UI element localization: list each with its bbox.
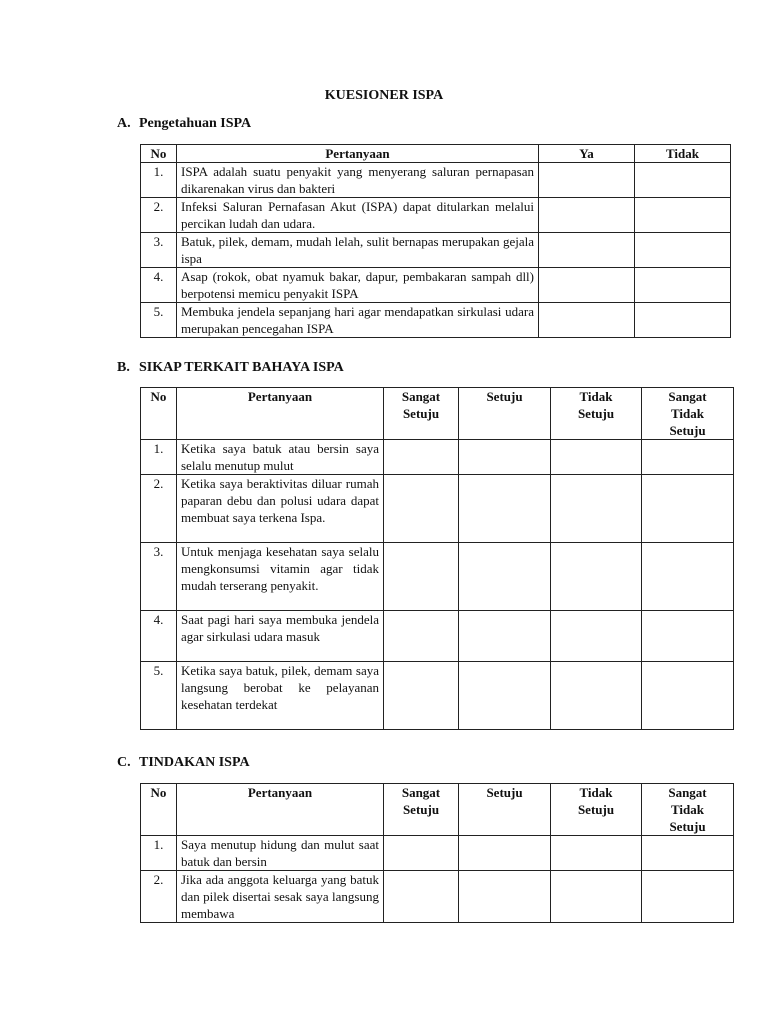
section-b-title: SIKAP TERKAIT BAHAYA ISPA [139,360,344,375]
question-text: Jika ada anggota keluarga yang batuk dan pilek disertai sesak saya langsung membawa [177,871,384,923]
answer-cell-ya[interactable] [539,303,635,338]
table-row [141,611,734,662]
answer-cell-setuju[interactable] [459,836,551,871]
section-a-letter: A. [117,116,131,131]
answer-cell-sangat-tidak-setuju[interactable] [642,440,734,475]
header-setuju: Setuju [459,388,551,440]
table-row [141,233,731,268]
table-row [141,871,734,923]
answer-cell-sangat-setuju[interactable] [384,836,459,871]
answer-cell-sangat-setuju[interactable] [384,611,459,662]
action-table [140,783,734,923]
table-header-row [141,388,734,440]
table-row [141,163,731,198]
header-ya: Ya [539,145,635,163]
header-question: Pertanyaan [177,388,384,440]
table-header-row [141,145,731,163]
answer-cell-tidak-setuju[interactable] [551,440,642,475]
answer-cell-sangat-tidak-setuju[interactable] [642,836,734,871]
question-text: ISPA adalah suatu penyakit yang menyerang saluran pernapasan dikarenakan virus dan bakteri [177,163,539,198]
answer-cell-setuju[interactable] [459,611,551,662]
header-sangat-setuju: Sangat Setuju [384,388,459,440]
knowledge-table [140,144,731,338]
header-no: No [141,145,177,163]
answer-cell-ya[interactable] [539,198,635,233]
answer-cell-tidak[interactable] [635,303,731,338]
answer-cell-ya[interactable] [539,163,635,198]
answer-cell-tidak[interactable] [635,163,731,198]
question-text: Saat pagi hari saya membuka jendela agar sirkulasi udara masuk [177,611,384,662]
answer-cell-sangat-setuju[interactable] [384,543,459,611]
section-c-letter: C. [117,755,131,770]
answer-cell-sangat-tidak-setuju[interactable] [642,662,734,730]
question-text: Ketika saya beraktivitas diluar rumah paparan debu dan polusi udara dapat membuat saya terkena Ispa. [177,475,384,543]
answer-cell-sangat-tidak-setuju[interactable] [642,543,734,611]
row-number: 1. [141,163,177,198]
question-text: Saya menutup hidung dan mulut saat batuk dan bersin [177,836,384,871]
answer-cell-sangat-setuju[interactable] [384,475,459,543]
answer-cell-tidak-setuju[interactable] [551,836,642,871]
table-row [141,475,734,543]
table-row [141,662,734,730]
table-row [141,268,731,303]
section-a-heading [117,116,251,132]
row-number: 1. [141,836,177,871]
section-a-title: Pengetahuan ISPA [139,116,252,131]
table-row [141,836,734,871]
table-row [141,543,734,611]
answer-cell-tidak[interactable] [635,198,731,233]
table-row [141,198,731,233]
answer-cell-setuju[interactable] [459,543,551,611]
answer-cell-ya[interactable] [539,233,635,268]
row-number: 3. [141,233,177,268]
question-text: Untuk menjaga kesehatan saya selalu mengkonsumsi vitamin agar tidak mudah terserang penyakit. [177,543,384,611]
row-number: 2. [141,198,177,233]
header-tidak: Tidak [635,145,731,163]
answer-cell-tidak-setuju[interactable] [551,543,642,611]
answer-cell-setuju[interactable] [459,871,551,923]
answer-cell-tidak-setuju[interactable] [551,611,642,662]
answer-cell-tidak-setuju[interactable] [551,475,642,543]
attitude-table [140,387,734,730]
row-number: 2. [141,871,177,923]
table-row [141,440,734,475]
question-text: Batuk, pilek, demam, mudah lelah, sulit bernapas merupakan gejala ispa [177,233,539,268]
section-c-title: TINDAKAN ISPA [139,755,250,770]
question-text: Ketika saya batuk atau bersin saya selalu menutup mulut [177,440,384,475]
answer-cell-sangat-tidak-setuju[interactable] [642,871,734,923]
answer-cell-setuju[interactable] [459,440,551,475]
header-setuju: Setuju [459,784,551,836]
header-question: Pertanyaan [177,784,384,836]
question-text: Ketika saya batuk, pilek, demam saya langsung berobat ke pelayanan kesehatan terdekat [177,662,384,730]
table-header-row [141,784,734,836]
answer-cell-sangat-setuju[interactable] [384,440,459,475]
header-sangat-tidak-setuju: Sangat Tidak Setuju [642,784,734,836]
row-number: 1. [141,440,177,475]
header-no: No [141,388,177,440]
header-sangat-tidak-setuju: Sangat Tidak Setuju [642,388,734,440]
answer-cell-sangat-setuju[interactable] [384,662,459,730]
answer-cell-tidak[interactable] [635,233,731,268]
header-sangat-setuju: Sangat Setuju [384,784,459,836]
question-text: Infeksi Saluran Pernafasan Akut (ISPA) dapat ditularkan melalui percikan ludah dan udara. [177,198,539,233]
section-b-letter: B. [117,360,130,375]
answer-cell-sangat-setuju[interactable] [384,871,459,923]
row-number: 3. [141,543,177,611]
section-c-heading [117,755,250,771]
row-number: 4. [141,611,177,662]
answer-cell-setuju[interactable] [459,662,551,730]
header-no: No [141,784,177,836]
header-tidak-setuju: Tidak Setuju [551,388,642,440]
header-question: Pertanyaan [177,145,539,163]
document-title: KUESIONER ISPA [324,88,444,103]
answer-cell-sangat-tidak-setuju[interactable] [642,475,734,543]
row-number: 5. [141,303,177,338]
row-number: 2. [141,475,177,543]
row-number: 4. [141,268,177,303]
answer-cell-tidak-setuju[interactable] [551,662,642,730]
answer-cell-ya[interactable] [539,268,635,303]
answer-cell-sangat-tidak-setuju[interactable] [642,611,734,662]
row-number: 5. [141,662,177,730]
answer-cell-tidak[interactable] [635,268,731,303]
question-text: Membuka jendela sepanjang hari agar mendapatkan sirkulasi udara merupakan pencegahan ISPA [177,303,539,338]
header-tidak-setuju: Tidak Setuju [551,784,642,836]
question-text: Asap (rokok, obat nyamuk bakar, dapur, pembakaran sampah dll) berpotensi memicu penyakit ISPA [177,268,539,303]
section-b-heading [117,360,344,376]
answer-cell-tidak-setuju[interactable] [551,871,642,923]
table-row [141,303,731,338]
answer-cell-setuju[interactable] [459,475,551,543]
